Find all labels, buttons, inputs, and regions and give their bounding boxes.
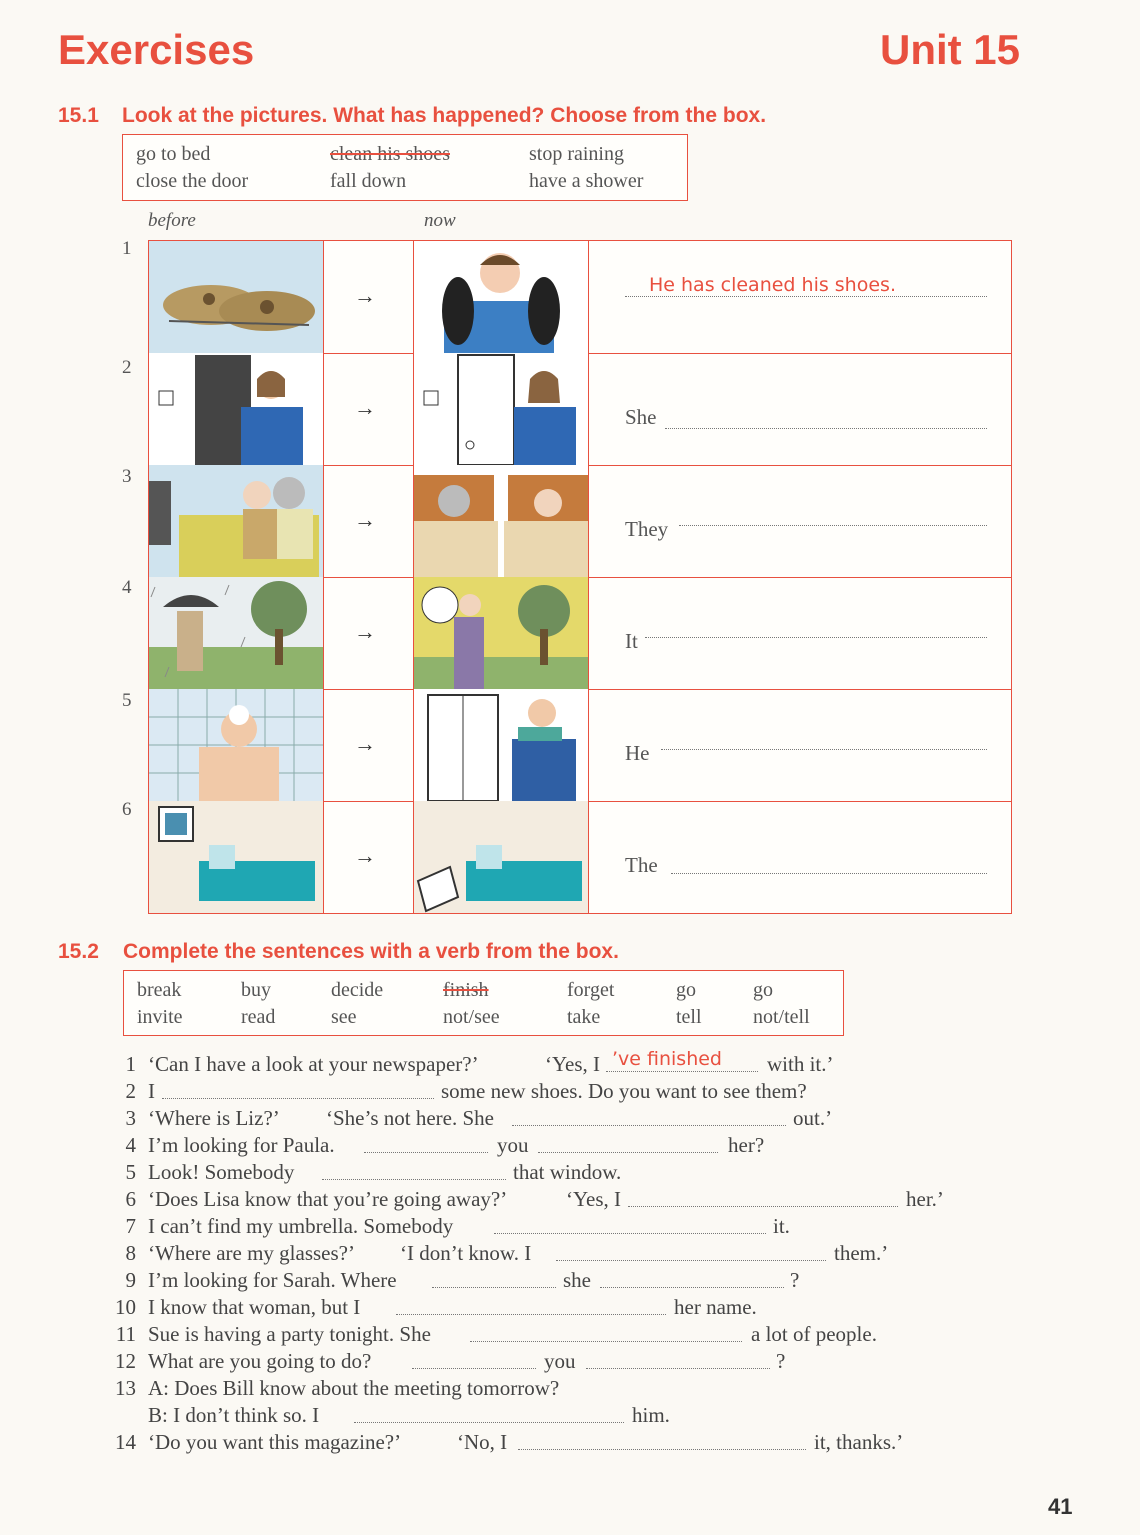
word-box — [122, 134, 688, 201]
answer-line — [432, 1287, 556, 1288]
box-word: read — [241, 1006, 276, 1028]
unit-title: Unit 15 — [880, 26, 1021, 73]
sentence-start: He — [625, 741, 650, 765]
row-number: 3 — [122, 466, 132, 487]
exercise-number: 15.2 — [58, 940, 99, 963]
box-word: invite — [137, 1006, 183, 1028]
picture-fallen-image — [413, 801, 589, 913]
arrow-icon: → — [354, 283, 376, 308]
box-word: forget — [567, 979, 615, 1001]
row-number: 6 — [122, 799, 132, 820]
sentence-text: with it.’ — [767, 1052, 834, 1076]
sentence-text: you — [544, 1349, 576, 1373]
sentence-number: 9 — [125, 1268, 136, 1292]
couple-watching-tv-image — [149, 465, 324, 577]
answer-line — [628, 1206, 898, 1207]
exercise-row — [149, 577, 1011, 690]
answer-line — [396, 1314, 666, 1315]
raining-image — [149, 577, 324, 689]
sentence-text: ? — [776, 1349, 786, 1373]
sentence-start: She — [625, 405, 657, 429]
box-word: go — [676, 979, 696, 1001]
answer-line — [679, 525, 987, 526]
sentence-text: I — [148, 1079, 155, 1103]
answer-line — [470, 1341, 742, 1342]
exercise-row — [149, 465, 1011, 578]
sentence-number: 3 — [125, 1106, 136, 1130]
sentence-text: it, thanks.’ — [814, 1430, 904, 1454]
exercise-row — [149, 353, 1011, 466]
couple-in-bed-image — [413, 465, 589, 577]
answer-line — [556, 1260, 826, 1261]
box-word: break — [137, 979, 182, 1001]
row-number: 1 — [122, 238, 132, 259]
sentence-number: 2 — [125, 1079, 136, 1103]
sentence-text: ‘Do you want this magazine?’ — [148, 1430, 402, 1454]
exercise-row — [149, 801, 1011, 913]
box-word: go — [753, 979, 773, 1001]
answer-line — [354, 1422, 624, 1423]
sentence-text: A: Does Bill know about the meeting tomorrow? — [148, 1376, 560, 1400]
verb-box — [123, 970, 844, 1036]
sentence-text: she — [563, 1268, 591, 1292]
answer-line — [671, 873, 987, 874]
sentence-text: I know that woman, but I — [148, 1295, 361, 1319]
answer-line — [665, 428, 987, 429]
sentence-number: 5 — [125, 1160, 136, 1184]
after-shower-image — [413, 689, 589, 801]
sentence-text: ? — [790, 1268, 800, 1292]
sentence-text: her name. — [674, 1295, 757, 1319]
sentence-start: They — [625, 517, 669, 541]
sentence-text: Look! Somebody — [148, 1160, 295, 1184]
box-word: see — [331, 1006, 357, 1028]
sentence-number: 4 — [125, 1133, 136, 1157]
box-word: decide — [331, 979, 384, 1001]
box-word: go to bed — [136, 143, 211, 165]
exercise-instruction: Look at the pictures. What has happened? Choose from the box. — [122, 104, 767, 127]
sentence-text: Sue is having a party tonight. She — [148, 1322, 431, 1346]
sentence-number: 13 — [115, 1376, 136, 1400]
box-word: not/tell — [753, 1006, 810, 1028]
answer-line — [661, 749, 987, 750]
page-number: 41 — [1048, 1494, 1073, 1519]
sentence-start: The — [625, 853, 658, 877]
sentence-text: her.’ — [906, 1187, 944, 1211]
sentence-number: 10 — [115, 1295, 136, 1319]
sentence-text: out.’ — [793, 1106, 833, 1130]
sentence-text: I’m looking for Sarah. Where — [148, 1268, 397, 1292]
box-word: take — [567, 1006, 601, 1028]
sentence-text: ‘I don’t know. I — [400, 1241, 532, 1265]
sentence-text: ‘No, I — [457, 1430, 508, 1454]
sentence-start: It — [625, 629, 638, 653]
sentence-text: ‘She’s not here. She — [326, 1106, 494, 1130]
sentence-number: 6 — [125, 1187, 136, 1211]
exercise-row — [149, 241, 1011, 354]
sentence-text: that window. — [513, 1160, 622, 1184]
sentence-number: 11 — [115, 1322, 136, 1346]
box-word: close the door — [136, 170, 249, 192]
box-word: stop raining — [529, 143, 624, 165]
sentence-text: ‘Does Lisa know that you’re going away?’ — [148, 1187, 508, 1211]
box-word: tell — [676, 1006, 702, 1028]
box-word-used: finish — [443, 979, 489, 1001]
answer-line — [162, 1098, 434, 1099]
answer-line — [512, 1125, 786, 1126]
column-header-now: now — [424, 210, 456, 231]
open-door-image — [149, 353, 324, 465]
page-title: Exercises — [58, 26, 255, 73]
arrow-icon: → — [354, 395, 376, 420]
picture-grid — [148, 240, 1012, 914]
sentence-text: ‘Yes, I — [566, 1187, 622, 1211]
row-number: 4 — [122, 577, 132, 598]
clean-shoes-image — [413, 241, 589, 353]
sentence-number: 14 — [115, 1430, 136, 1454]
sentence-number: 8 — [125, 1241, 136, 1265]
arrow-icon: → — [354, 731, 376, 756]
answer-line — [518, 1449, 806, 1450]
arrow-icon: → — [354, 843, 376, 868]
box-word: fall down — [330, 170, 407, 192]
sentence-number: 7 — [125, 1214, 136, 1238]
example-answer: He has cleaned his shoes. — [649, 274, 896, 296]
sentence-text: ‘Where is Liz?’ — [148, 1106, 280, 1130]
sentence-text: it. — [773, 1214, 790, 1238]
picture-on-wall-image — [149, 801, 324, 913]
answer-line — [322, 1179, 506, 1180]
answer-line — [412, 1368, 536, 1369]
sentence-text: What are you going to do? — [148, 1349, 372, 1373]
answer-line — [494, 1233, 766, 1234]
sentence-text: some new shoes. Do you want to see them? — [441, 1079, 807, 1103]
arrow-icon: → — [354, 507, 376, 532]
answer-line — [586, 1368, 770, 1369]
sentence-text: a lot of people. — [751, 1322, 877, 1346]
row-number: 5 — [122, 690, 132, 711]
sentence-text: ‘Where are my glasses?’ — [148, 1241, 355, 1265]
sentence-number: 12 — [115, 1349, 136, 1373]
box-word: buy — [241, 979, 271, 1001]
sentence-text: him. — [632, 1403, 670, 1427]
sunny-image — [413, 577, 589, 689]
sentence-text: ‘Can I have a look at your newspaper?’ — [148, 1052, 479, 1076]
row-number: 2 — [122, 357, 132, 378]
arrow-icon: → — [354, 619, 376, 644]
sentence-text: ‘Yes, I — [545, 1052, 601, 1076]
taking-shower-image — [149, 689, 324, 801]
example-answer: ’ve finished — [612, 1048, 722, 1070]
answer-line — [625, 296, 987, 297]
sentence-text: her? — [728, 1133, 765, 1157]
box-word-used: clean his shoes — [330, 143, 450, 165]
sentence-text: them.’ — [834, 1241, 889, 1265]
sentence-text: you — [497, 1133, 529, 1157]
sentence-text: I can’t find my umbrella. Somebody — [148, 1214, 454, 1238]
dirty-shoes-image — [149, 241, 324, 353]
closed-door-image — [413, 353, 589, 465]
answer-line — [600, 1287, 784, 1288]
answer-line — [606, 1071, 758, 1072]
answer-line — [538, 1152, 718, 1153]
sentence-number: 1 — [125, 1052, 136, 1076]
sentence-text: I’m looking for Paula. — [148, 1133, 335, 1157]
exercise-instruction: Complete the sentences with a verb from the box. — [123, 940, 619, 963]
answer-line — [364, 1152, 488, 1153]
column-header-before: before — [148, 210, 196, 231]
box-word: not/see — [443, 1006, 500, 1028]
exercise-number: 15.1 — [58, 104, 99, 127]
exercise-row — [149, 689, 1011, 802]
box-word: have a shower — [529, 170, 644, 192]
sentence-text: B: I don’t think so. I — [148, 1403, 320, 1427]
answer-line — [645, 637, 987, 638]
